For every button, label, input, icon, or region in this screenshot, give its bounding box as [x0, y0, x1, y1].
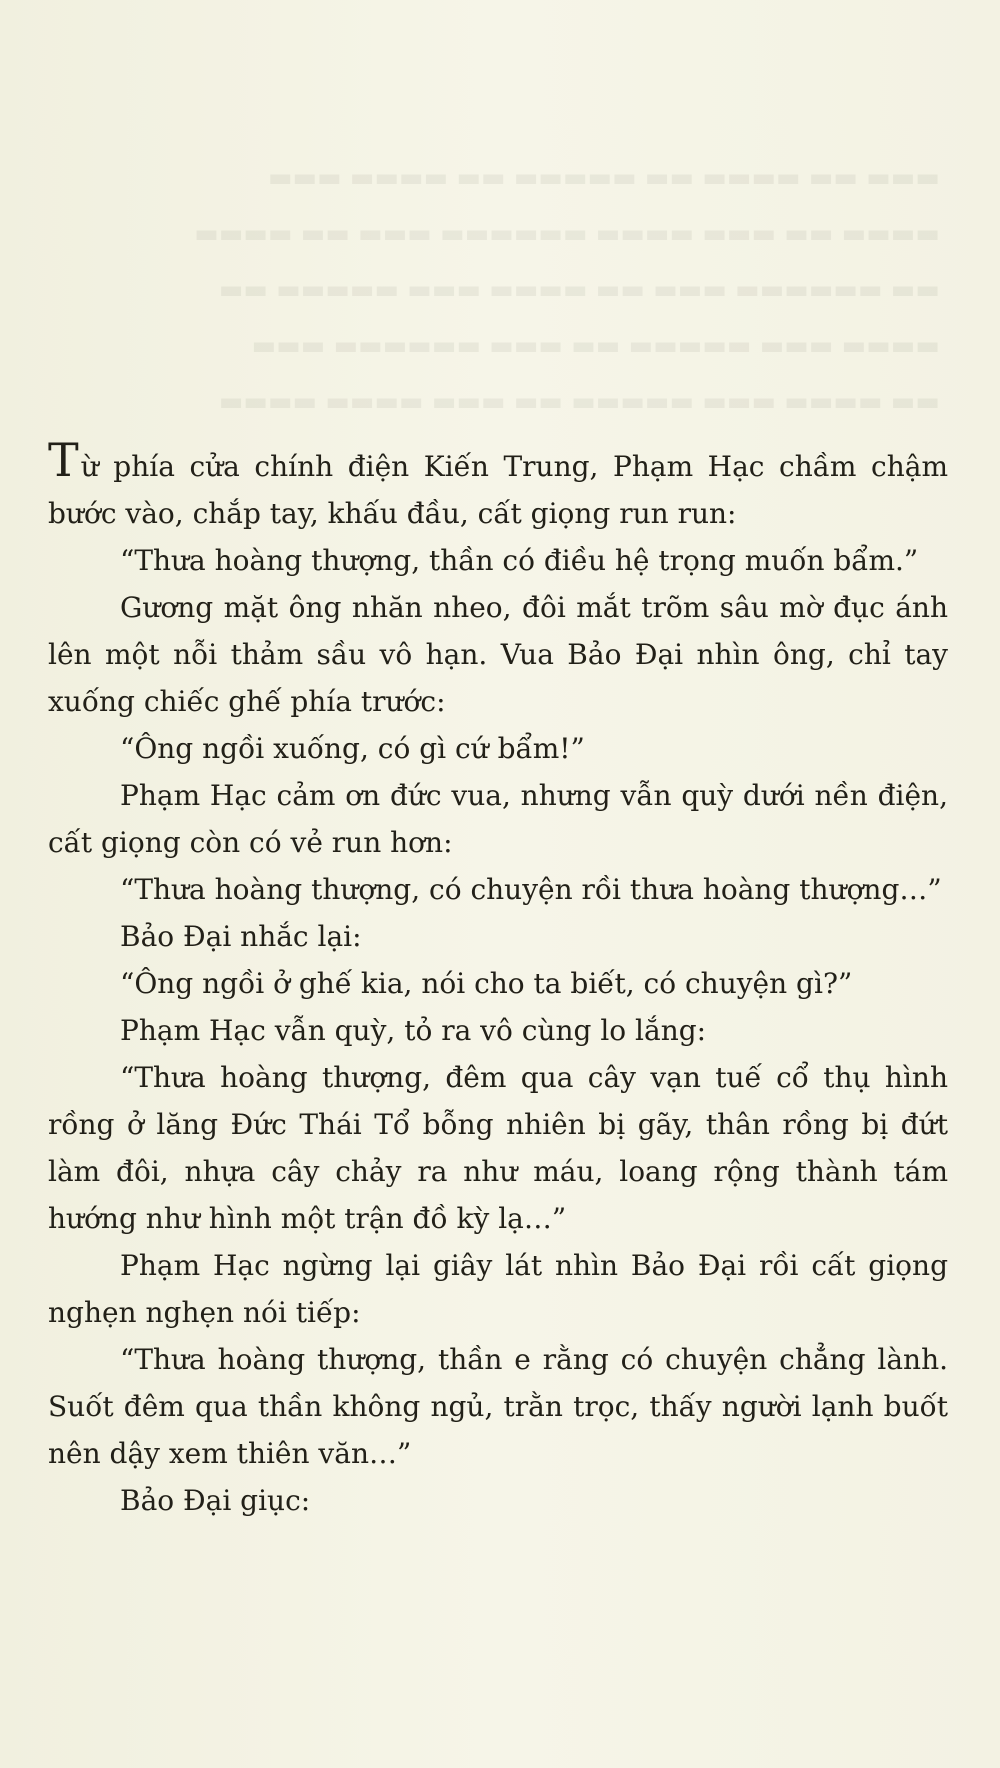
paragraph: “Thưa hoàng thượng, thần e rằng có chuyện chẳng lành. Suốt đêm qua thần không ngủ, trằn trọc, thấy người lạnh buốt nên dậy xem thiên văn…” [48, 1343, 948, 1470]
paragraph: “Ông ngồi xuống, có gì cứ bẩm!” [120, 732, 585, 765]
paragraph: “Thưa hoàng thượng, có chuyện rồi thưa hoàng thượng…” [120, 873, 942, 906]
drop-cap: T [48, 433, 81, 487]
paragraph: Phạm Hạc ngừng lại giây lát nhìn Bảo Đại rồi cất giọng nghẹn nghẹn nói tiếp: [48, 1249, 948, 1329]
paragraph: Phạm Hạc vẫn quỳ, tỏ ra vô cùng lo lắng: [120, 1014, 707, 1047]
paragraph: “Thưa hoàng thượng, đêm qua cây vạn tuế cổ thụ hình rồng ở lăng Đức Thái Tổ bỗng nhiên bị gãy, thân rồng bị đứt làm đôi, nhựa cây chảy ra như máu, loang rộng thành tám hướng như hình một trận đồ kỳ lạ…” [48, 1061, 948, 1235]
paragraph-opening [48, 433, 948, 537]
chapter-text [48, 433, 948, 1524]
paragraph-text: ừ phía cửa chính điện Kiến Trung, Phạm Hạc chầm chậm bước vào, chắp tay, khấu đầu, cất giọng run run: [48, 450, 948, 530]
paragraph: Gương mặt ông nhăn nheo, đôi mắt trõm sâu mờ đục ánh lên một nỗi thảm sầu vô hạn. Vua Bảo Đại nhìn ông, chỉ tay xuống chiếc ghế phía trước: [48, 591, 948, 718]
paragraph: “Ông ngồi ở ghế kia, nói cho ta biết, có chuyện gì?” [120, 967, 853, 1000]
paragraph: “Thưa hoàng thượng, thần có điều hệ trọng muốn bẩm.” [120, 544, 919, 577]
bleed-through-text: ▬▬▬ ▬▬ ▬▬▬▬ ▬▬ ▬▬▬▬▬ ▬▬ ▬▬▬▬ ▬▬▬ ▬▬▬▬ ▬▬ ▬▬▬ ▬▬▬▬ ▬▬▬▬▬▬ ▬▬▬ ▬▬ ▬▬▬▬ ▬▬ ▬▬▬▬▬▬ ▬▬▬ ▬▬ ▬▬▬▬ ▬▬▬ ▬▬▬▬▬ ▬▬ ▬▬▬▬ ▬▬▬ ▬▬▬▬▬ ▬▬ ▬▬▬ ▬▬▬▬▬▬ ▬▬▬ ▬▬ ▬▬▬▬ ▬▬▬ ▬▬▬▬▬ ▬▬ ▬▬▬ ▬▬▬▬ ▬▬▬▬ [194, 163, 940, 417]
paragraph: Bảo Đại giục: [120, 1484, 311, 1517]
paragraph: Bảo Đại nhắc lại: [120, 920, 362, 953]
paragraph: Phạm Hạc cảm ơn đức vua, nhưng vẫn quỳ dưới nền điện, cất giọng còn có vẻ run hơn: [48, 779, 948, 859]
